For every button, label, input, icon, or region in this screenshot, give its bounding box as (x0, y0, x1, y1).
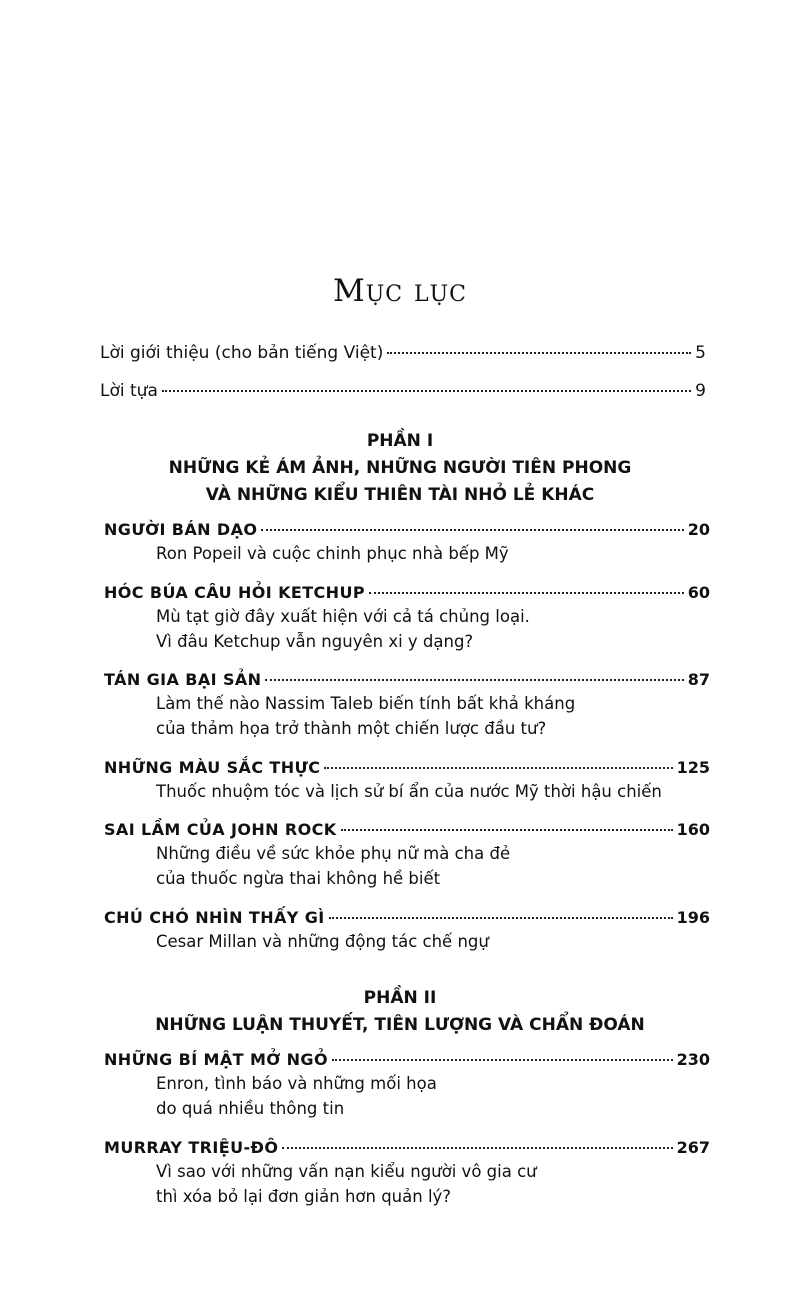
page-number: 160 (676, 820, 710, 839)
chapter-description (156, 691, 710, 741)
page-number: 196 (676, 908, 710, 927)
part-heading-2 (0, 985, 800, 1039)
description-line: Thuốc nhuộm tóc và lịch sử bí ẩn của nước Mỹ thời hậu chiến (156, 782, 662, 801)
chapter-title: NHỮNG MÀU SẮC THỰC (104, 758, 321, 777)
entry-label: Lời tựa (100, 381, 158, 401)
page-title: Mục lục (333, 272, 467, 309)
page-number: 5 (695, 343, 706, 363)
chapter-title: NHỮNG BÍ MẬT MỞ NGỎ (104, 1050, 328, 1069)
dot-leader (162, 390, 691, 392)
chapter-description (156, 841, 710, 891)
page-number: 9 (695, 381, 706, 401)
description-line: của thảm họa trở thành một chiến lược đầu tư? (156, 719, 547, 738)
entry-label: Lời giới thiệu (cho bản tiếng Việt) (100, 343, 384, 363)
chapter-entry (104, 670, 710, 741)
part-number: PHẦN I (366, 431, 434, 451)
part-subtitle-line: NHỮNG LUẬN THUYẾT, TIÊN LƯỢNG VÀ CHẨN ĐOÁN (155, 1015, 645, 1035)
chapter-entry (104, 820, 710, 891)
part-heading-1 (0, 428, 800, 509)
intro-entry-preface (100, 381, 706, 401)
chapter-title: SAI LẦM CỦA JOHN ROCK (104, 820, 337, 839)
dot-leader (387, 352, 691, 354)
chapter-description (156, 541, 710, 566)
intro-entry-foreword-vn (100, 343, 706, 363)
dot-leader (265, 679, 683, 681)
page-number: 267 (676, 1138, 710, 1157)
description-line: Enron, tình báo và những mối họa (156, 1074, 437, 1093)
chapter-description (156, 779, 710, 804)
description-line: Vì đâu Ketchup vẫn nguyên xi y dạng? (156, 632, 474, 651)
dot-leader (329, 917, 673, 919)
chapter-description (156, 1159, 710, 1209)
dot-leader (324, 767, 672, 769)
chapter-title: MURRAY TRIỆU-ĐÔ (104, 1138, 279, 1157)
dot-leader (369, 592, 684, 594)
dot-leader (261, 529, 683, 531)
dot-leader (282, 1147, 672, 1149)
chapter-description (156, 929, 710, 954)
chapter-description (156, 1071, 710, 1121)
part-subtitle-line: NHỮNG KẺ ÁM ẢNH, NHỮNG NGƯỜI TIÊN PHONG (168, 458, 632, 478)
page-number: 87 (687, 670, 710, 689)
description-line: Vì sao với những vấn nạn kiểu người vô gia cư (156, 1162, 537, 1181)
description-line: Cesar Millan và những động tác chế ngự (156, 932, 489, 951)
page-number: 20 (687, 520, 710, 539)
description-line: Ron Popeil và cuộc chinh phục nhà bếp Mỹ (156, 544, 509, 563)
chapter-title: TÁN GIA BẠI SẢN (104, 670, 262, 689)
description-line: thì xóa bỏ lại đơn giản hơn quản lý? (156, 1187, 452, 1206)
chapter-entry (104, 1138, 710, 1209)
chapter-entry (104, 1050, 710, 1121)
chapter-entry (104, 908, 710, 954)
description-line: Mù tạt giờ đây xuất hiện với cả tá chủng loại. (156, 607, 530, 626)
chapter-entry (104, 520, 710, 566)
description-line: Những điều về sức khỏe phụ nữ mà cha đẻ (156, 844, 511, 863)
chapter-entry (104, 758, 710, 804)
page-number: 60 (687, 583, 710, 602)
dot-leader (341, 829, 673, 831)
dot-leader (332, 1059, 673, 1061)
page-number: 230 (676, 1050, 710, 1069)
part-number: PHẦN II (363, 988, 437, 1008)
description-line: do quá nhiều thông tin (156, 1099, 345, 1118)
page-number: 125 (676, 758, 710, 777)
chapter-description (156, 604, 710, 654)
chapter-title: HÓC BÚA CÂU HỎI KETCHUP (104, 583, 365, 602)
description-line: Làm thế nào Nassim Taleb biến tính bất khả kháng (156, 694, 576, 713)
chapter-title: CHÚ CHÓ NHÌN THẤY GÌ (104, 908, 325, 927)
part-subtitle-line: VÀ NHỮNG KIỂU THIÊN TÀI NHỎ LẺ KHÁC (205, 485, 595, 505)
description-line: của thuốc ngừa thai không hề biết (156, 869, 441, 888)
chapter-title: NGƯỜI BÁN DẠO (104, 520, 258, 539)
chapter-entry (104, 583, 710, 654)
